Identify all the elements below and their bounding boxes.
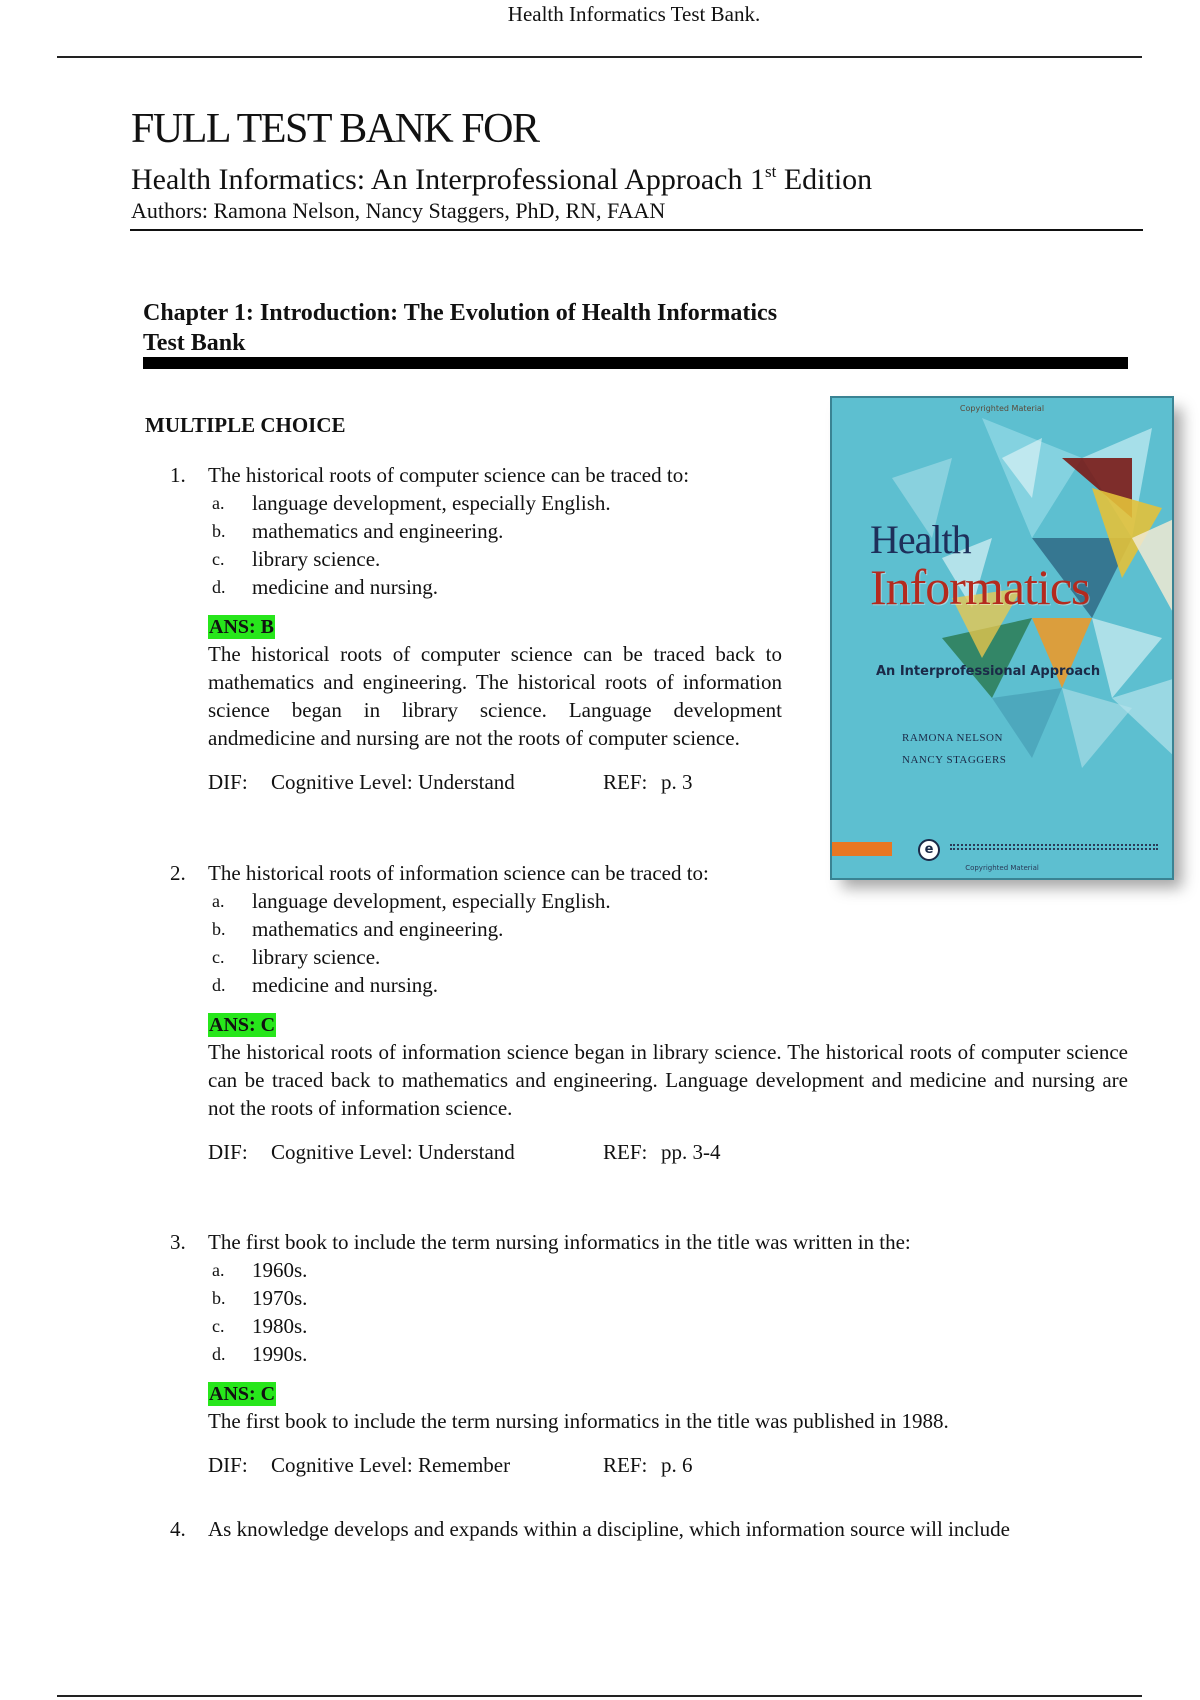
ref-value: p. 3 — [661, 770, 693, 794]
option-text: language development, especially English. — [252, 889, 611, 913]
option-letter: d. — [212, 975, 226, 995]
question-number: 4. — [170, 1517, 186, 1541]
dif-label: DIF: — [208, 1140, 248, 1164]
answer-option — [212, 1340, 1130, 1368]
option-text: library science. — [252, 945, 381, 969]
publisher-logo — [832, 842, 892, 856]
option-text: library science. — [252, 547, 381, 571]
answer-option — [212, 517, 782, 545]
option-letter: a. — [212, 1260, 225, 1280]
cover-geometric-art — [832, 398, 1174, 880]
question-item — [170, 1515, 1130, 1543]
running-header: Health Informatics Test Bank. — [507, 2, 761, 26]
option-letter: c. — [212, 947, 225, 967]
question-text: The historical roots of information science can be traced to: — [208, 861, 709, 885]
answer-key: ANS: B — [209, 616, 275, 638]
ref-label: REF: — [603, 1140, 648, 1164]
option-text: 1960s. — [252, 1258, 308, 1282]
answer-rationale: The first book to include the term nursing informatics in the title was published in 1988. — [208, 1409, 949, 1433]
option-text: language development, especially English. — [252, 491, 611, 515]
question-text: The historical roots of computer science can be traced to: — [208, 463, 690, 487]
option-text: 1970s. — [252, 1286, 308, 1310]
cover-title-health: Health — [870, 517, 971, 562]
dif-value: Cognitive Level: Understand — [271, 1140, 515, 1164]
question-metadata — [208, 1451, 1130, 1479]
chapter-title: Chapter 1: Introduction: The Evolution of Health Informatics — [143, 300, 778, 326]
answer-rationale: The historical roots of computer science can be traced back to mathematics and engineering. The historical roots of information science began in library science. Language development andmedicine and nursing are not the roots of computer science. — [208, 642, 782, 750]
cover-copyright-top: Copyrighted Material — [959, 404, 1045, 413]
option-text: mathematics and engineering. — [252, 519, 504, 543]
ref-label: REF: — [603, 770, 648, 794]
ref-value: p. 6 — [661, 1453, 693, 1477]
answer-rationale: The historical roots of information science began in library science. The historical roots of computer science can be traced back to mathematics and engineering. Language development and medicine and nursing are not the roots of information science. — [208, 1040, 1128, 1120]
answer-option — [212, 1284, 1130, 1312]
answer-option — [212, 573, 782, 601]
cover-tagline: An Interprofessional Approach — [876, 664, 1101, 679]
cover-title-informatics: Informatics — [870, 559, 1090, 615]
option-letter: b. — [212, 919, 226, 939]
answer-key: ANS: C — [209, 1014, 276, 1036]
header-rule — [57, 56, 1142, 58]
option-letter: d. — [212, 1344, 226, 1364]
footer-rule — [57, 1695, 1142, 1697]
dif-label: DIF: — [208, 1453, 248, 1477]
option-letter: c. — [212, 1316, 225, 1336]
cover-author-1: RAMONA NELSON — [902, 732, 1003, 744]
question-number: 3. — [170, 1230, 186, 1254]
subtitle-edition: Edition — [776, 163, 873, 196]
authors-line: Authors: Ramona Nelson, Nancy Staggers, PhD, RN, FAAN — [131, 198, 666, 223]
question-text: The first book to include the term nursing informatics in the title was written in the: — [208, 1230, 911, 1254]
option-letter: b. — [212, 1288, 226, 1308]
question-metadata — [208, 1138, 1130, 1166]
section-heading: MULTIPLE CHOICE — [145, 413, 346, 437]
option-text: 1980s. — [252, 1314, 308, 1338]
answer-option — [212, 971, 1130, 999]
question-stem — [170, 1515, 1130, 1543]
answer-option — [212, 1256, 1130, 1284]
subtitle-text: Health Informatics: An Interprofessional Approach 1 — [131, 163, 765, 196]
option-text: medicine and nursing. — [252, 973, 439, 997]
question-metadata — [208, 768, 782, 796]
chapter-subtitle: Test Bank — [143, 330, 246, 356]
cover-fine-print — [950, 844, 1158, 850]
question-text: As knowledge develops and expands within a discipline, which information source will include — [208, 1517, 1010, 1541]
answer-option — [212, 545, 782, 573]
question-item — [170, 1228, 1130, 1479]
answer-option — [212, 943, 1130, 971]
cover-copyright-bottom: Copyrighted Material — [965, 864, 1039, 872]
option-letter: a. — [212, 891, 225, 911]
question-stem — [170, 461, 782, 489]
question-item — [170, 859, 1130, 1166]
book-subtitle — [131, 163, 872, 195]
option-letter: c. — [212, 549, 225, 569]
dif-label: DIF: — [208, 770, 248, 794]
answer-key: ANS: C — [209, 1383, 276, 1405]
ref-label: REF: — [603, 1453, 648, 1477]
option-letter: d. — [212, 577, 226, 597]
chapter-heading — [143, 298, 777, 358]
option-letter: b. — [212, 521, 226, 541]
option-text: mathematics and engineering. — [252, 917, 504, 941]
question-number: 2. — [170, 861, 186, 885]
question-item — [170, 461, 782, 796]
document-title: FULL TEST BANK FOR — [131, 106, 539, 152]
dif-value: Cognitive Level: Remember — [271, 1453, 511, 1477]
book-cover-image — [830, 396, 1174, 880]
chapter-rule — [143, 357, 1128, 369]
edition-superscript: st — [764, 162, 777, 181]
question-stem — [170, 1228, 1130, 1256]
dif-value: Cognitive Level: Understand — [271, 770, 515, 794]
cover-author-2: NANCY STAGGERS — [902, 754, 1007, 766]
ref-value: pp. 3-4 — [661, 1140, 721, 1164]
option-letter: a. — [212, 493, 225, 513]
question-number: 1. — [170, 463, 186, 487]
option-text: medicine and nursing. — [252, 575, 439, 599]
title-rule — [130, 229, 1143, 231]
question-stem — [170, 859, 770, 887]
answer-option — [212, 887, 1130, 915]
answer-option — [212, 1312, 1130, 1340]
answer-option — [212, 489, 782, 517]
option-text: 1990s. — [252, 1342, 308, 1366]
answer-option — [212, 915, 1130, 943]
evolve-e-icon: e — [918, 839, 940, 861]
